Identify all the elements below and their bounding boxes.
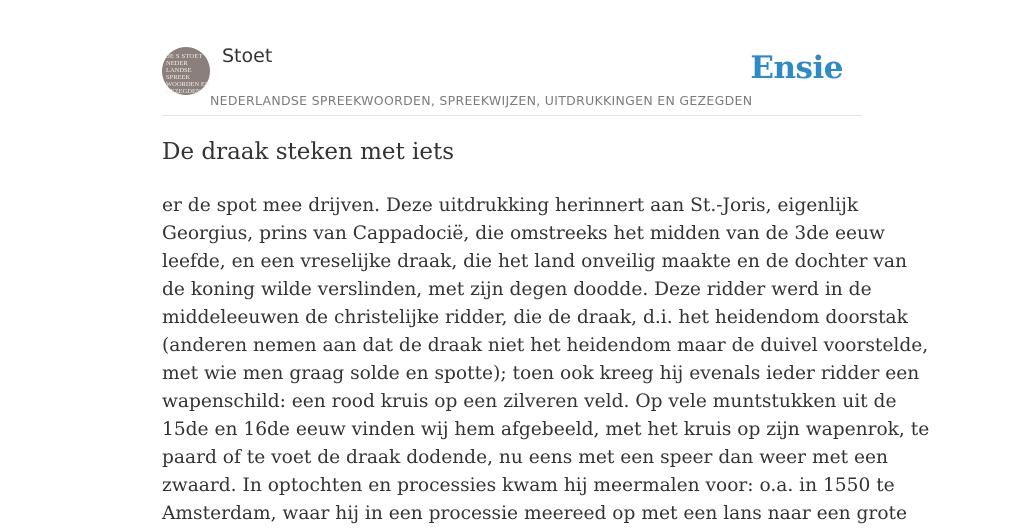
entry-title: De draak steken met iets [162,139,455,165]
body-line: 15de en 16de eeuw vinden wij hem afgebeeld, met het kruis op zijn wapenrok, te [162,419,930,440]
body-line: de koning wilde verslinden, met zijn degen doodde. Deze ridder werd in de [162,279,872,300]
avatar-line: SPREEK [166,74,191,81]
avatar-line: LANDSE [166,67,192,74]
body-line: er de spot mee drijven. Deze uitdrukking herinnert aan St.-Joris, eigenlijk [162,195,859,216]
brand-logo[interactable]: Ensie [750,50,843,86]
avatar-text-lines [166,60,210,95]
body-line: Georgius, prins van Cappadocië, die omstreeks het midden van de 3de eeuw [162,223,885,244]
body-line: paard of te voet de draak dodende, nu eens met een speer dan weer met een [162,447,888,468]
body-line: wapenschild: een rood kruis op een zilveren veld. Op vele muntstukken uit de [162,391,897,412]
body-line: met wie men graag solde en spotte); toen ook kreeg hij evenals ieder ridder een [162,363,920,384]
avatar-line: GEZEGDEN [166,88,201,95]
body-line: middeleeuwen de christelijke ridder, die de draak, d.i. het heidendom doorstak [162,307,908,328]
body-line: zwaard. In optochten en processies kwam hij meermalen voor: o.a. in 1550 te [162,475,895,496]
avatar-top-text: DE S STOET [165,53,203,60]
header-divider [162,115,862,116]
body-line: (anderen nemen aan dat de draak niet het heidendom maar de duivel voorstelde, [162,335,929,356]
body-line: leefde, en een vreselijke draak, die het land onveilig maakte en de dochter van [162,251,907,272]
body-line: Amsterdam, waar hij in een processie meereed op met een lans naar een grote [162,503,907,524]
avatar-line: NEDER [166,60,188,67]
entry-body [162,192,930,528]
author-name[interactable]: Stoet [222,45,273,67]
avatar-line: WOORDEN EN [166,81,210,88]
source-subtitle[interactable]: NEDERLANDSE SPREEKWOORDEN, SPREEKWIJZEN, UITDRUKKINGEN EN GEZEGDEN [210,93,753,108]
author-avatar[interactable] [162,47,210,95]
